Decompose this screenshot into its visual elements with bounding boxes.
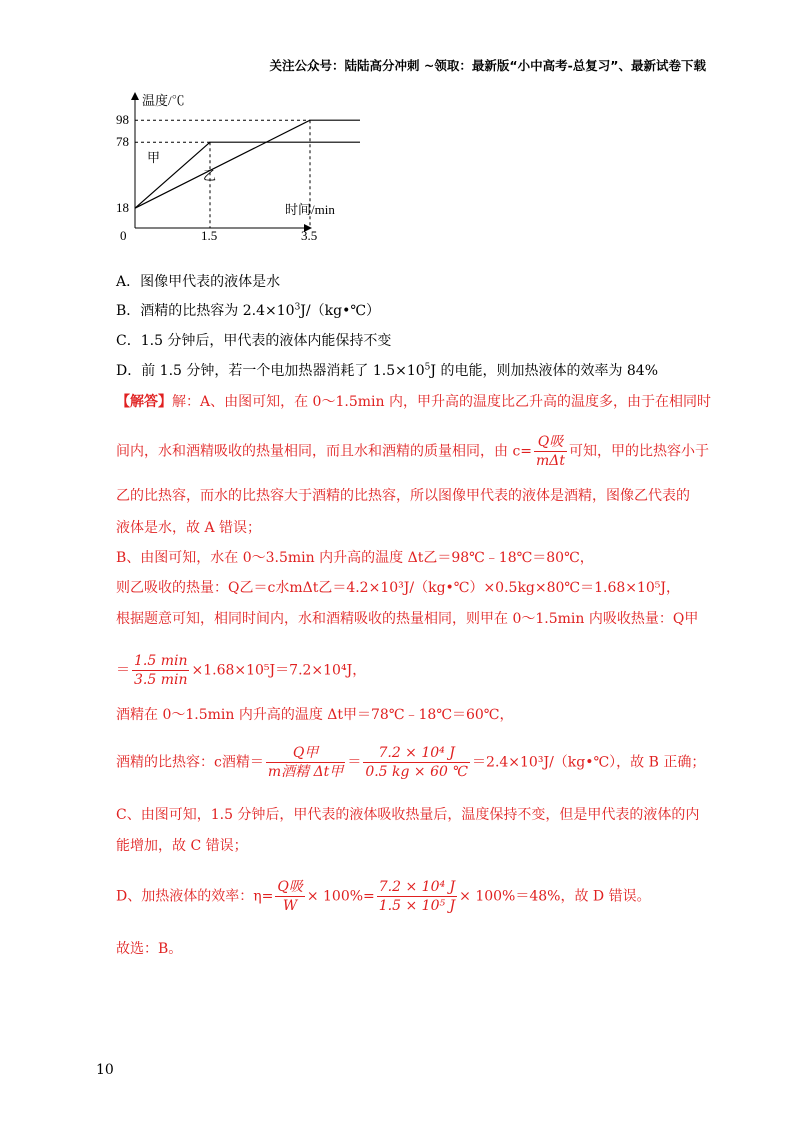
answer-line-3: 乙的比热容，而水的比热容大于酒精的比热容，所以图像甲代表的液体是酒精，图像乙代表的 [116, 488, 690, 504]
fraction-time-ratio: $\frac{1.5 \min}{3.5 \min}$ [134, 653, 188, 688]
page-header: 关注公众号：陆陆高分冲刺 ~领取：最新版“小中高考-总复习”、最新试卷下载 [269, 58, 706, 73]
page-number: 10 [96, 1062, 114, 1078]
y-tick-label: 18 [116, 200, 129, 216]
option-b: B．酒精的比热容为 $2.4\times 10^3J/(kg•℃)$ [116, 302, 380, 319]
x-tick-label: 1.5 [201, 228, 218, 243]
option-d: D．前 1.5 分钟，若一个电加热器消耗了 $1.5\times 10^5J$ 的电能，则加热液体的效率为 84% [116, 362, 659, 379]
answer-line-14: 故选：B。 [116, 941, 183, 957]
fraction-efficiency-numeric: $\frac{\text{7.2 × 10⁴ J}}{\text{1.5 × 10⁵ J}}$ [378, 879, 456, 914]
answer-label: 【解答】 [116, 394, 172, 410]
option-c: C．1.5 分钟后，甲代表的液体内能保持不变 [116, 333, 392, 349]
option-a: A．图像甲代表的液体是水 [116, 274, 281, 290]
answer-line-9: 酒精在 0～1.5min 内升高的温度 Δt甲＝78℃﹣18℃＝60℃， [116, 707, 514, 723]
answer-line-11: C、由图可知，1.5 分钟后，甲代表的液体吸收热量后，温度保持不变，但是甲代表的液体的内 [116, 807, 700, 823]
answer-line-13: D、加热液体的效率：η= $\frac{\text{Q吸}}{W}$ × 100%= $\frac{\text{7.2 × 10⁴ J}}{\text{1.5 × 10⁵ J}}$ × 100%＝48%，故 D 错误。 [116, 879, 651, 914]
answer-line-12: 能增加，故 C 错误； [116, 838, 248, 854]
fraction-alcohol-symbolic: $\frac{\text{Q甲}}{\text{m酒精 Δt甲}}$ [267, 745, 344, 780]
answer-line-7: 根据题意可知，相同时间内，水和酒精吸收的热量相同，则甲在 0～1.5min 内吸收热量：Q甲 [116, 611, 699, 627]
answer-line-1: 【解答】解：A、由图可知，在 0～1.5min 内，甲升高的温度比乙升高的温度多，由于在相同时 [116, 394, 711, 410]
series-label-jia: 甲 [147, 150, 161, 165]
y-axis-arrow [131, 92, 139, 100]
y-axis-label: 温度/℃ [142, 93, 185, 108]
answer-line-8: ＝ $\frac{1.5 \min}{3.5 \min}$ ×1.68×10⁵J＝7.2×10⁴J， [116, 653, 367, 688]
answer-line-2: 间内，水和酒精吸收的热量相同，而且水和酒精的质量相同，由 c= $\frac{\text{Q吸}}{\text{mΔt}}$ 可知，甲的比热容小于 [116, 434, 710, 469]
answer-line-5: B、由图可知，水在 0～3.5min 内升高的温度 Δt乙＝98℃﹣18℃＝80℃， [116, 550, 594, 566]
fraction-specific-heat: $\frac{\text{Q吸}}{\text{mΔt}}$ [536, 434, 566, 469]
y-tick-label: 78 [116, 134, 129, 150]
temperature-time-chart [100, 88, 360, 248]
series-label-yi: 乙 [203, 168, 217, 183]
answer-line-4: 液体是水，故 A 错误； [116, 520, 262, 536]
fraction-alcohol-numeric: $\frac{\text{7.2 × 10⁴ J}}{0.5 kg \times 60 ℃}$ [365, 745, 469, 780]
x-axis-label: 时间/min [285, 202, 335, 217]
y-tick-label: 98 [116, 112, 129, 128]
series-line-yi [135, 120, 360, 208]
origin-label: 0 [120, 228, 127, 243]
fraction-efficiency-symbolic: $\frac{\text{Q吸}}{W}$ [277, 879, 303, 914]
answer-line-10: 酒精的比热容：c酒精＝ $\frac{\text{Q甲}}{\text{m酒精 Δt甲}}$ ＝ $\frac{\text{7.2 × 10⁴ J}}{0.5 kg \times 60 ℃}$ ＝2.4×10³J/（kg•℃），故 B 正确； [116, 745, 706, 780]
answer-line-6: 则乙吸收的热量：Q乙＝c水mΔt乙＝4.2×10³J/（kg•℃）×0.5kg×80℃＝1.68×10⁵J， [116, 580, 681, 596]
x-tick-label: 3.5 [301, 228, 318, 243]
